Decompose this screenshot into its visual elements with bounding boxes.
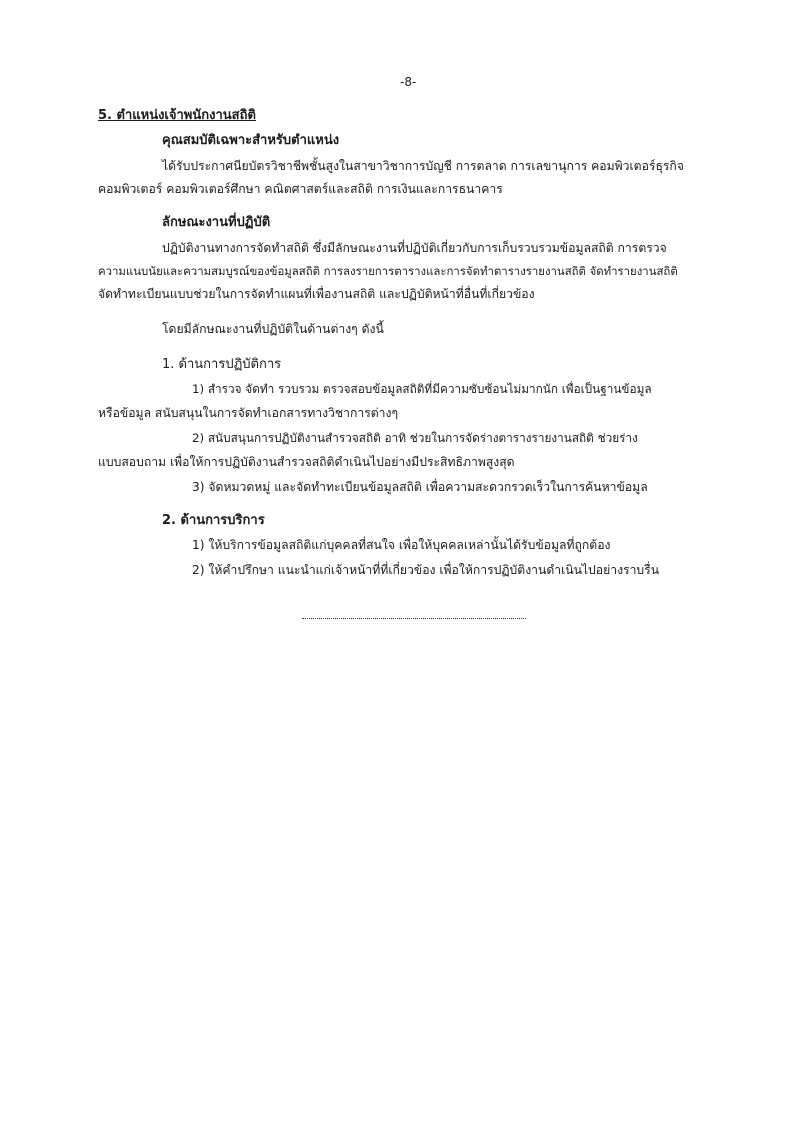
services-item: 2) ให้คำปรึกษา แนะนำแก่เจ้าหน้าที่ที่เกี่ยวข้อง เพื่อให้การปฏิบัติงานดำเนินไปอย่างราบรื่น xyxy=(192,563,660,577)
duties-intro: โดยมีลักษณะงานที่ปฏิบัติในด้านต่างๆ ดังนี้ xyxy=(162,322,384,336)
section-title: 5. ตำแหน่งเจ้าพนักงานสถิติ xyxy=(98,108,256,123)
duties-line: จัดทำทะเบียนแบบช่วยในการจัดทำแผนที่เพื่องานสถิติ และปฏิบัติหน้าที่อื่นที่เกี่ยวข้อง xyxy=(98,287,535,301)
end-divider xyxy=(302,618,526,619)
operations-item: 2) สนับสนุนการปฏิบัติงานสำรวจสถิติ อาทิ ช่วยในการจัดร่างตารางรายงานสถิติ ช่วยร่าง xyxy=(192,431,638,445)
duties-heading: ลักษณะงานที่ปฏิบัติ xyxy=(162,215,271,230)
operations-item: 1) สำรวจ จัดทำ รวบรวม ตรวจสอบข้อมูลสถิติที่มีความซับซ้อนไม่มากนัก เพื่อเป็นฐานข้อมูล xyxy=(192,382,652,396)
operations-heading: 1. ด้านการปฏิบัติการ xyxy=(162,357,282,372)
qualifications-line: คอมพิวเตอร์ คอมพิวเตอร์ศึกษา คณิตศาสตร์และสถิติ การเงินและการธนาคาร xyxy=(98,182,503,196)
duties-line: ปฏิบัติงานทางการจัดทำสถิติ ซึ่งมีลักษณะงานที่ปฏิบัติเกี่ยวกับการเก็บรวบรวมข้อมูลสถิติ การตรวจ xyxy=(162,241,667,255)
qualifications-line: ได้รับประกาศนียบัตรวิชาชีพชั้นสูงในสาขาวิชาการบัญชี การตลาด การเลขานุการ คอมพิวเตอร์ธุรกิจ xyxy=(162,159,684,173)
qualifications-heading: คุณสมบัติเฉพาะสำหรับตำแหน่ง xyxy=(162,133,340,148)
operations-item: 3) จัดหมวดหมู่ และจัดทำทะเบียนข้อมูลสถิติ เพื่อความสะดวกรวดเร็วในการค้นหาข้อมูล xyxy=(192,480,648,494)
services-heading: 2. ด้านการบริการ xyxy=(162,513,265,528)
duties-line: ความแนบนัยและความสมบูรณ์ของข้อมูลสถิติ การลงรายการตารางและการจัดทำตารางรายงานสถิติ จัดทำรายงานสถิติ xyxy=(98,264,678,278)
services-item: 1) ให้บริการข้อมูลสถิติแก่บุคคลที่สนใจ เพื่อให้บุคคลเหล่านั้นได้รับข้อมูลที่ถูกต้อง xyxy=(192,538,611,552)
page-number: -8- xyxy=(400,75,417,89)
operations-item: แบบสอบถาม เพื่อให้การปฏิบัติงานสำรวจสถิติดำเนินไปอย่างมีประสิทธิภาพสูงสุด xyxy=(98,455,515,469)
operations-item: หรือข้อมูล สนับสนุนในการจัดทำเอกสารทางวิชาการต่างๆ xyxy=(98,406,399,420)
